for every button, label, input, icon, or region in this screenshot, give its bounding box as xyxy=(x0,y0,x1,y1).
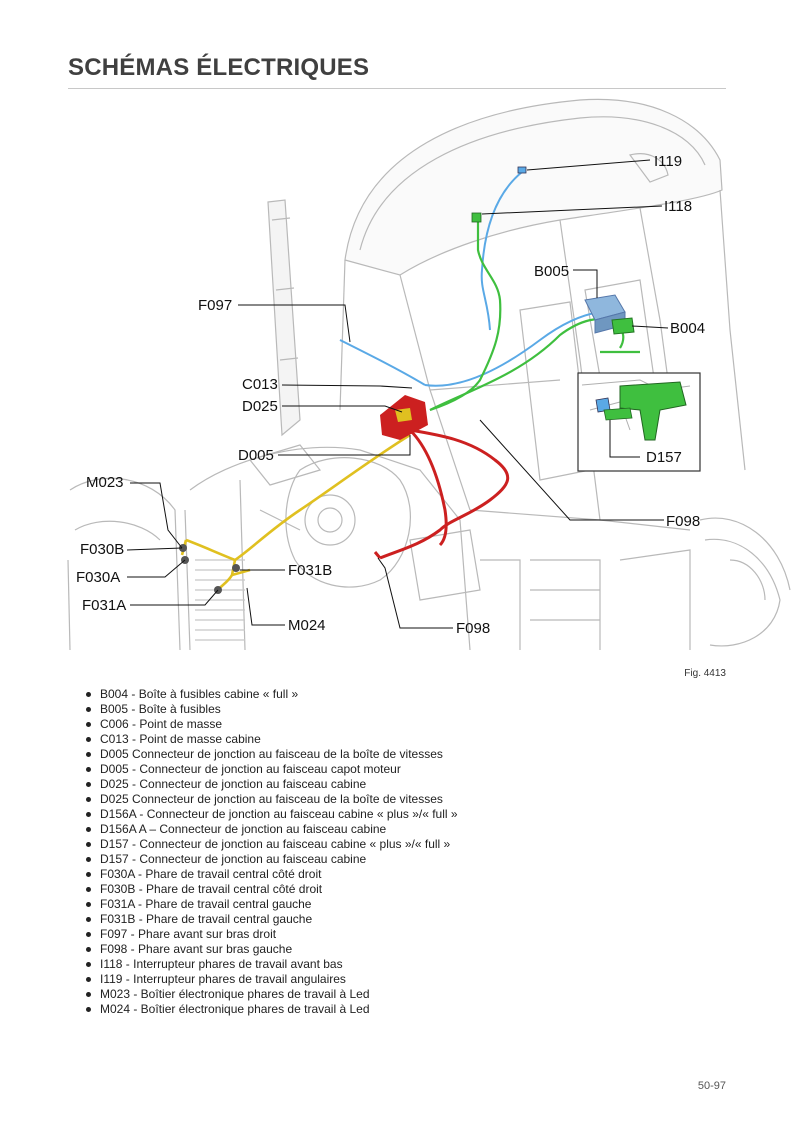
legend-item-text: C006 - Point de masse xyxy=(100,717,223,731)
wiring-diagram xyxy=(0,90,794,660)
legend-item xyxy=(86,987,458,1002)
legend-item xyxy=(86,702,458,717)
callout-c013: C013 xyxy=(242,376,278,393)
bullet-icon xyxy=(86,797,91,802)
callout-f030b: F030B xyxy=(80,541,125,558)
tractor-illustration xyxy=(0,90,794,660)
bullet-icon xyxy=(86,1007,91,1012)
legend-item-text: F030A - Phare de travail central côté droit xyxy=(100,867,322,881)
legend-item-text: D157 - Connecteur de jonction au faisceau cabine « plus »/« full » xyxy=(100,837,451,851)
legend-item xyxy=(86,867,458,882)
legend-item xyxy=(86,807,458,822)
legend-item xyxy=(86,957,458,972)
bullet-icon xyxy=(86,782,91,787)
callout-d005: D005 xyxy=(238,447,274,464)
callout-d025: D025 xyxy=(242,398,278,415)
legend-item-text: M024 - Boîtier électronique phares de travail à Led xyxy=(100,1002,370,1016)
bullet-icon xyxy=(86,827,91,832)
legend-item xyxy=(86,717,458,732)
legend-item-text: F097 - Phare avant sur bras droit xyxy=(100,927,277,941)
bullet-icon xyxy=(86,767,91,772)
bullet-icon xyxy=(86,947,91,952)
component-legend xyxy=(86,687,458,1017)
legend-item-text: B004 - Boîte à fusibles cabine « full » xyxy=(100,687,299,701)
gearbox-harness xyxy=(375,430,508,558)
legend-item xyxy=(86,792,458,807)
legend-item xyxy=(86,972,458,987)
callout-f098-right: F098 xyxy=(666,513,701,530)
legend-item-text: I119 - Interrupteur phares de travail angulaires xyxy=(100,972,346,986)
legend-item xyxy=(86,942,458,957)
callout-f098-bottom: F098 xyxy=(456,620,491,637)
callout-f031a: F031A xyxy=(82,597,127,614)
callout-f030a: F030A xyxy=(76,569,121,586)
legend-item xyxy=(86,1002,458,1017)
bullet-icon xyxy=(86,812,91,817)
legend-item xyxy=(86,732,458,747)
legend-item-text: D157 - Connecteur de jonction au faisceau cabine xyxy=(100,852,367,866)
legend-item-text: C013 - Point de masse cabine xyxy=(100,732,261,746)
legend-item xyxy=(86,912,458,927)
switch-i119 xyxy=(518,167,526,173)
legend-item-text: M023 - Boîtier électronique phares de travail à Led xyxy=(100,987,370,1001)
callout-b005: B005 xyxy=(534,263,570,280)
bullet-icon xyxy=(86,842,91,847)
fuse-box-b004 xyxy=(612,318,634,334)
legend-item-text: D025 - Connecteur de jonction au faisceau cabine xyxy=(100,777,367,791)
legend-item-text: D005 - Connecteur de jonction au faisceau capot moteur xyxy=(100,762,401,776)
callout-m023: M023 xyxy=(86,474,124,491)
legend-item xyxy=(86,927,458,942)
callout-f031b: F031B xyxy=(288,562,333,579)
bullet-icon xyxy=(86,752,91,757)
page-number: 50-97 xyxy=(697,1080,726,1092)
bullet-icon xyxy=(86,707,91,712)
callout-m024: M024 xyxy=(288,617,326,634)
figure-label: Fig. 4413 xyxy=(684,668,726,679)
legend-item-text: F098 - Phare avant sur bras gauche xyxy=(100,942,293,956)
bullet-icon xyxy=(86,737,91,742)
legend-item xyxy=(86,852,458,867)
legend-item xyxy=(86,837,458,852)
work-light-f031b xyxy=(232,564,240,572)
bullet-icon xyxy=(86,992,91,997)
callout-i118: I118 xyxy=(664,198,693,215)
callout-i119: I119 xyxy=(654,153,683,170)
callout-d157: D157 xyxy=(646,449,682,466)
legend-item-text: I118 - Interrupteur phares de travail avant bas xyxy=(100,957,343,971)
legend-item-text: F030B - Phare de travail central côté droit xyxy=(100,882,323,896)
legend-item-text: B005 - Boîte à fusibles xyxy=(100,702,221,716)
bullet-icon xyxy=(86,887,91,892)
legend-item xyxy=(86,777,458,792)
bullet-icon xyxy=(86,902,91,907)
page-title: SCHÉMAS ÉLECTRIQUES xyxy=(68,54,370,81)
legend-item xyxy=(86,897,458,912)
legend-item-text: F031B - Phare de travail central gauche xyxy=(100,912,313,926)
bullet-icon xyxy=(86,917,91,922)
legend-item xyxy=(86,687,458,702)
legend-item-text: D156A - Connecteur de jonction au faisceau cabine « plus »/« full » xyxy=(100,807,458,821)
switch-i118 xyxy=(472,213,481,222)
bullet-icon xyxy=(86,932,91,937)
legend-item xyxy=(86,822,458,837)
legend-item xyxy=(86,882,458,897)
legend-item-text: F031A - Phare de travail central gauche xyxy=(100,897,312,911)
bullet-icon xyxy=(86,962,91,967)
legend-item xyxy=(86,747,458,762)
bullet-icon xyxy=(86,872,91,877)
title-divider xyxy=(68,88,726,89)
callout-f097: F097 xyxy=(198,297,233,314)
bullet-icon xyxy=(86,977,91,982)
legend-item-text: D156A A – Connecteur de jonction au faisceau cabine xyxy=(100,822,387,836)
bullet-icon xyxy=(86,722,91,727)
bullet-icon xyxy=(86,692,91,697)
legend-item-text: D005 Connecteur de jonction au faisceau de la boîte de vitesses xyxy=(100,747,443,761)
legend-item-text: D025 Connecteur de jonction au faisceau de la boîte de vitesses xyxy=(100,792,443,806)
bullet-icon xyxy=(86,857,91,862)
legend-item xyxy=(86,762,458,777)
callout-b004: B004 xyxy=(670,320,706,337)
